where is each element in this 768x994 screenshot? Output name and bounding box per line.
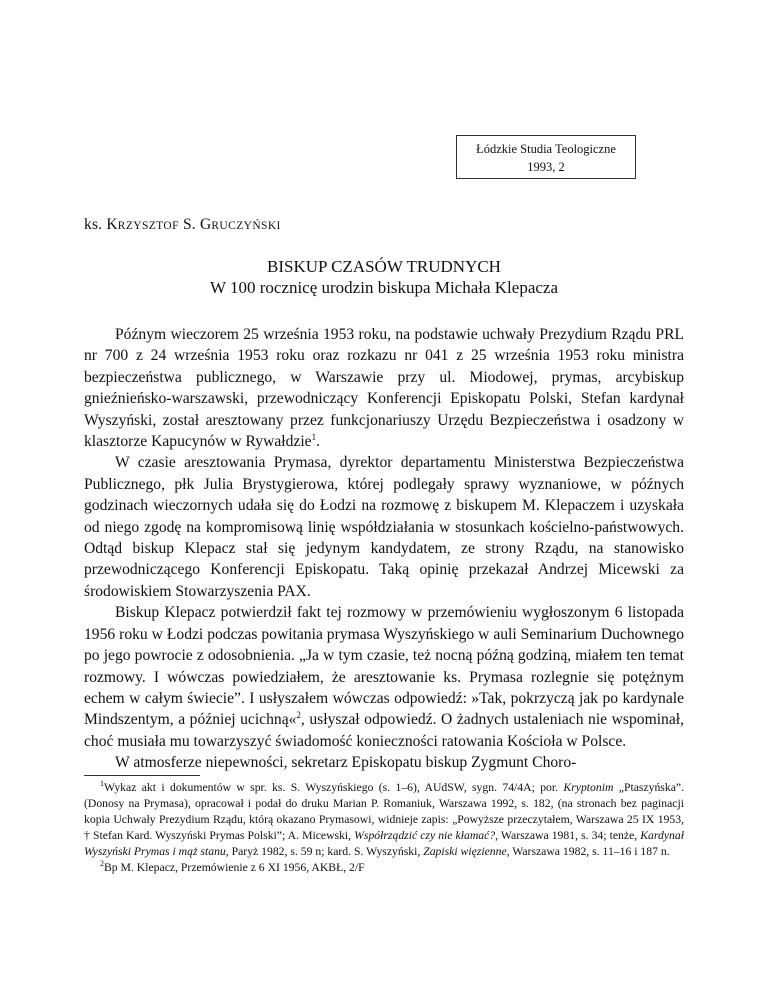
footnote-ref-2: 2 xyxy=(296,710,301,721)
author-last-rest: RUCZYŃSKI xyxy=(211,220,281,232)
footnote-1-italic-2: Współrządzić czy nie kłamać? xyxy=(354,829,496,843)
footnote-1 xyxy=(84,780,684,860)
article-title-block xyxy=(84,256,684,298)
author-middle: S. xyxy=(178,216,200,233)
journal-citation-box xyxy=(456,135,636,179)
footnote-1-text-d: , Paryż 1982, s. 59 n; kard. S. Wyszyński, xyxy=(225,845,424,859)
footnote-1-number: 1 xyxy=(100,779,104,789)
paragraph-1 xyxy=(84,324,684,452)
author-first-initial: K xyxy=(106,216,118,233)
paragraph-3-text-b: , usłyszał odpowiedź. O żadnych ustaleniach nie wspominał, choć musiała mu towarzyszyć świadomość konieczności ratowania Kościoła w Polsce. xyxy=(84,711,684,750)
author-name xyxy=(84,216,281,234)
footnote-1-text-e: , Warszawa 1982, s. 11–16 i 187 n. xyxy=(506,845,670,859)
footnote-1-italic-3: Kardynał Wyszyński Prymas i mąż stanu xyxy=(84,829,684,859)
footnotes xyxy=(84,780,684,877)
footnote-divider xyxy=(84,775,200,776)
article-title: BISKUP CZASÓW TRUDNYCH xyxy=(267,257,501,276)
footnote-2-text: Bp M. Klepacz, Przemówienie z 6 XI 1956, AKBŁ, 2/F xyxy=(104,861,365,875)
paragraph-3 xyxy=(84,602,684,752)
paragraph-3-text-a: Biskup Klepacz potwierdził fakt tej rozmowy w przemówieniu wygłoszonym 6 listopada 1956 roku w Łodzi podczas powitania prymasa Wyszyńskiego w auli Seminarium Duchownego po jego powrocie z odosobnienia. „Ja w tym czasie, też nocną późną godziną, miałem ten temat rozmowy. I wówczas powiedziałem, że aresztowanie ks. Prymasa rozlegnie się potężnym echem w całym świecie”. I usłyszałem wówczas odpowiedź: »Tak, pokrzyczą jak po kardynale Mindszentym, a później ucichną« xyxy=(84,604,684,729)
author-first-rest: RZYSZTOF xyxy=(117,220,179,232)
article-body xyxy=(84,324,684,774)
paragraph-4: W atmosferze niepewności, sekretarz Episkopatu biskup Zygmunt Choro- xyxy=(115,754,577,772)
footnote-1-text-c: , Warszawa 1981, s. 34; tenże, xyxy=(495,829,641,843)
journal-name: Łódzkie Studia Teologiczne xyxy=(476,142,616,156)
footnote-1-text-b: „Ptaszyńska”. (Donosy na Prymasa), opracował i podał do druku Marian P. Romaniuk, Warszawa 1992, s. 182, (na stronach bez paginacji kopia Uchwały Prezydium Rządu, którą okazano Prymasowi, widnieje zapis: „Powyższe przeczytałem, Warszawa 25 IX 1953, † Stefan Kard. Wyszyński Prymas Polski”; A. Micewski, xyxy=(84,781,684,843)
author-prefix: ks. xyxy=(84,216,107,233)
paragraph-1-end: . xyxy=(316,433,320,451)
footnote-2 xyxy=(84,860,684,876)
author-last-initial: G xyxy=(199,216,212,233)
footnote-1-italic-4: Zapiski więzienne xyxy=(423,845,507,859)
paragraph-1-text: Późnym wieczorem 25 września 1953 roku, na podstawie uchwały Prezydium Rządu PRL nr 700 z 24 września 1953 roku oraz rozkazu nr 041 z 25 września 1953 roku ministra bezpieczeństwa publicznego, w Warszawie przy ul. Miodowej, prymas, arcybiskup gnieźnieńsko-warszawski, przewodniczący Konferencji Episkopatu Polski, Stefan kardynał Wyszyński, został aresztowany przez funkcjonariuszy Urzędu Bezpieczeństwa i osadzony w klasztorze Kapucynów w Rywałdzie xyxy=(84,326,684,451)
footnote-ref-1: 1 xyxy=(311,431,317,442)
footnote-1-italic-1: Kryptonim xyxy=(563,781,614,794)
journal-issue: 1993, 2 xyxy=(527,160,565,174)
article-subtitle: W 100 rocznicę urodzin biskupa Michała Klepacza xyxy=(209,278,559,297)
paragraph-2: W czasie aresztowania Prymasa, dyrektor departamentu Ministerstwa Bezpieczeństwa Publicznego, płk Julia Brystygierowa, której podlegały sprawy wyznaniowe, w późnych godzinach wieczornych udała się do Łodzi na rozmowę z biskupem M. Klepaczem i uzyskała od niego zgodę na kompromisową linię współdziałania w stosunkach kościelno-państwowych. Odtąd biskup Klepacz stał się jedynym kandydatem, ze strony Rządu, na stanowisko przewodniczącego Konferencji Episkopatu. Taką opinię przekazał Andrzej Micewski za środowiskiem Stowarzyszenia PAX. xyxy=(84,454,684,600)
footnote-1-text-a: Wykaz akt i dokumentów w spr. ks. S. Wyszyńskiego (s. 1–6), AUdSW, sygn. 74/4A; por. xyxy=(104,781,564,794)
footnote-2-number: 2 xyxy=(100,859,104,869)
